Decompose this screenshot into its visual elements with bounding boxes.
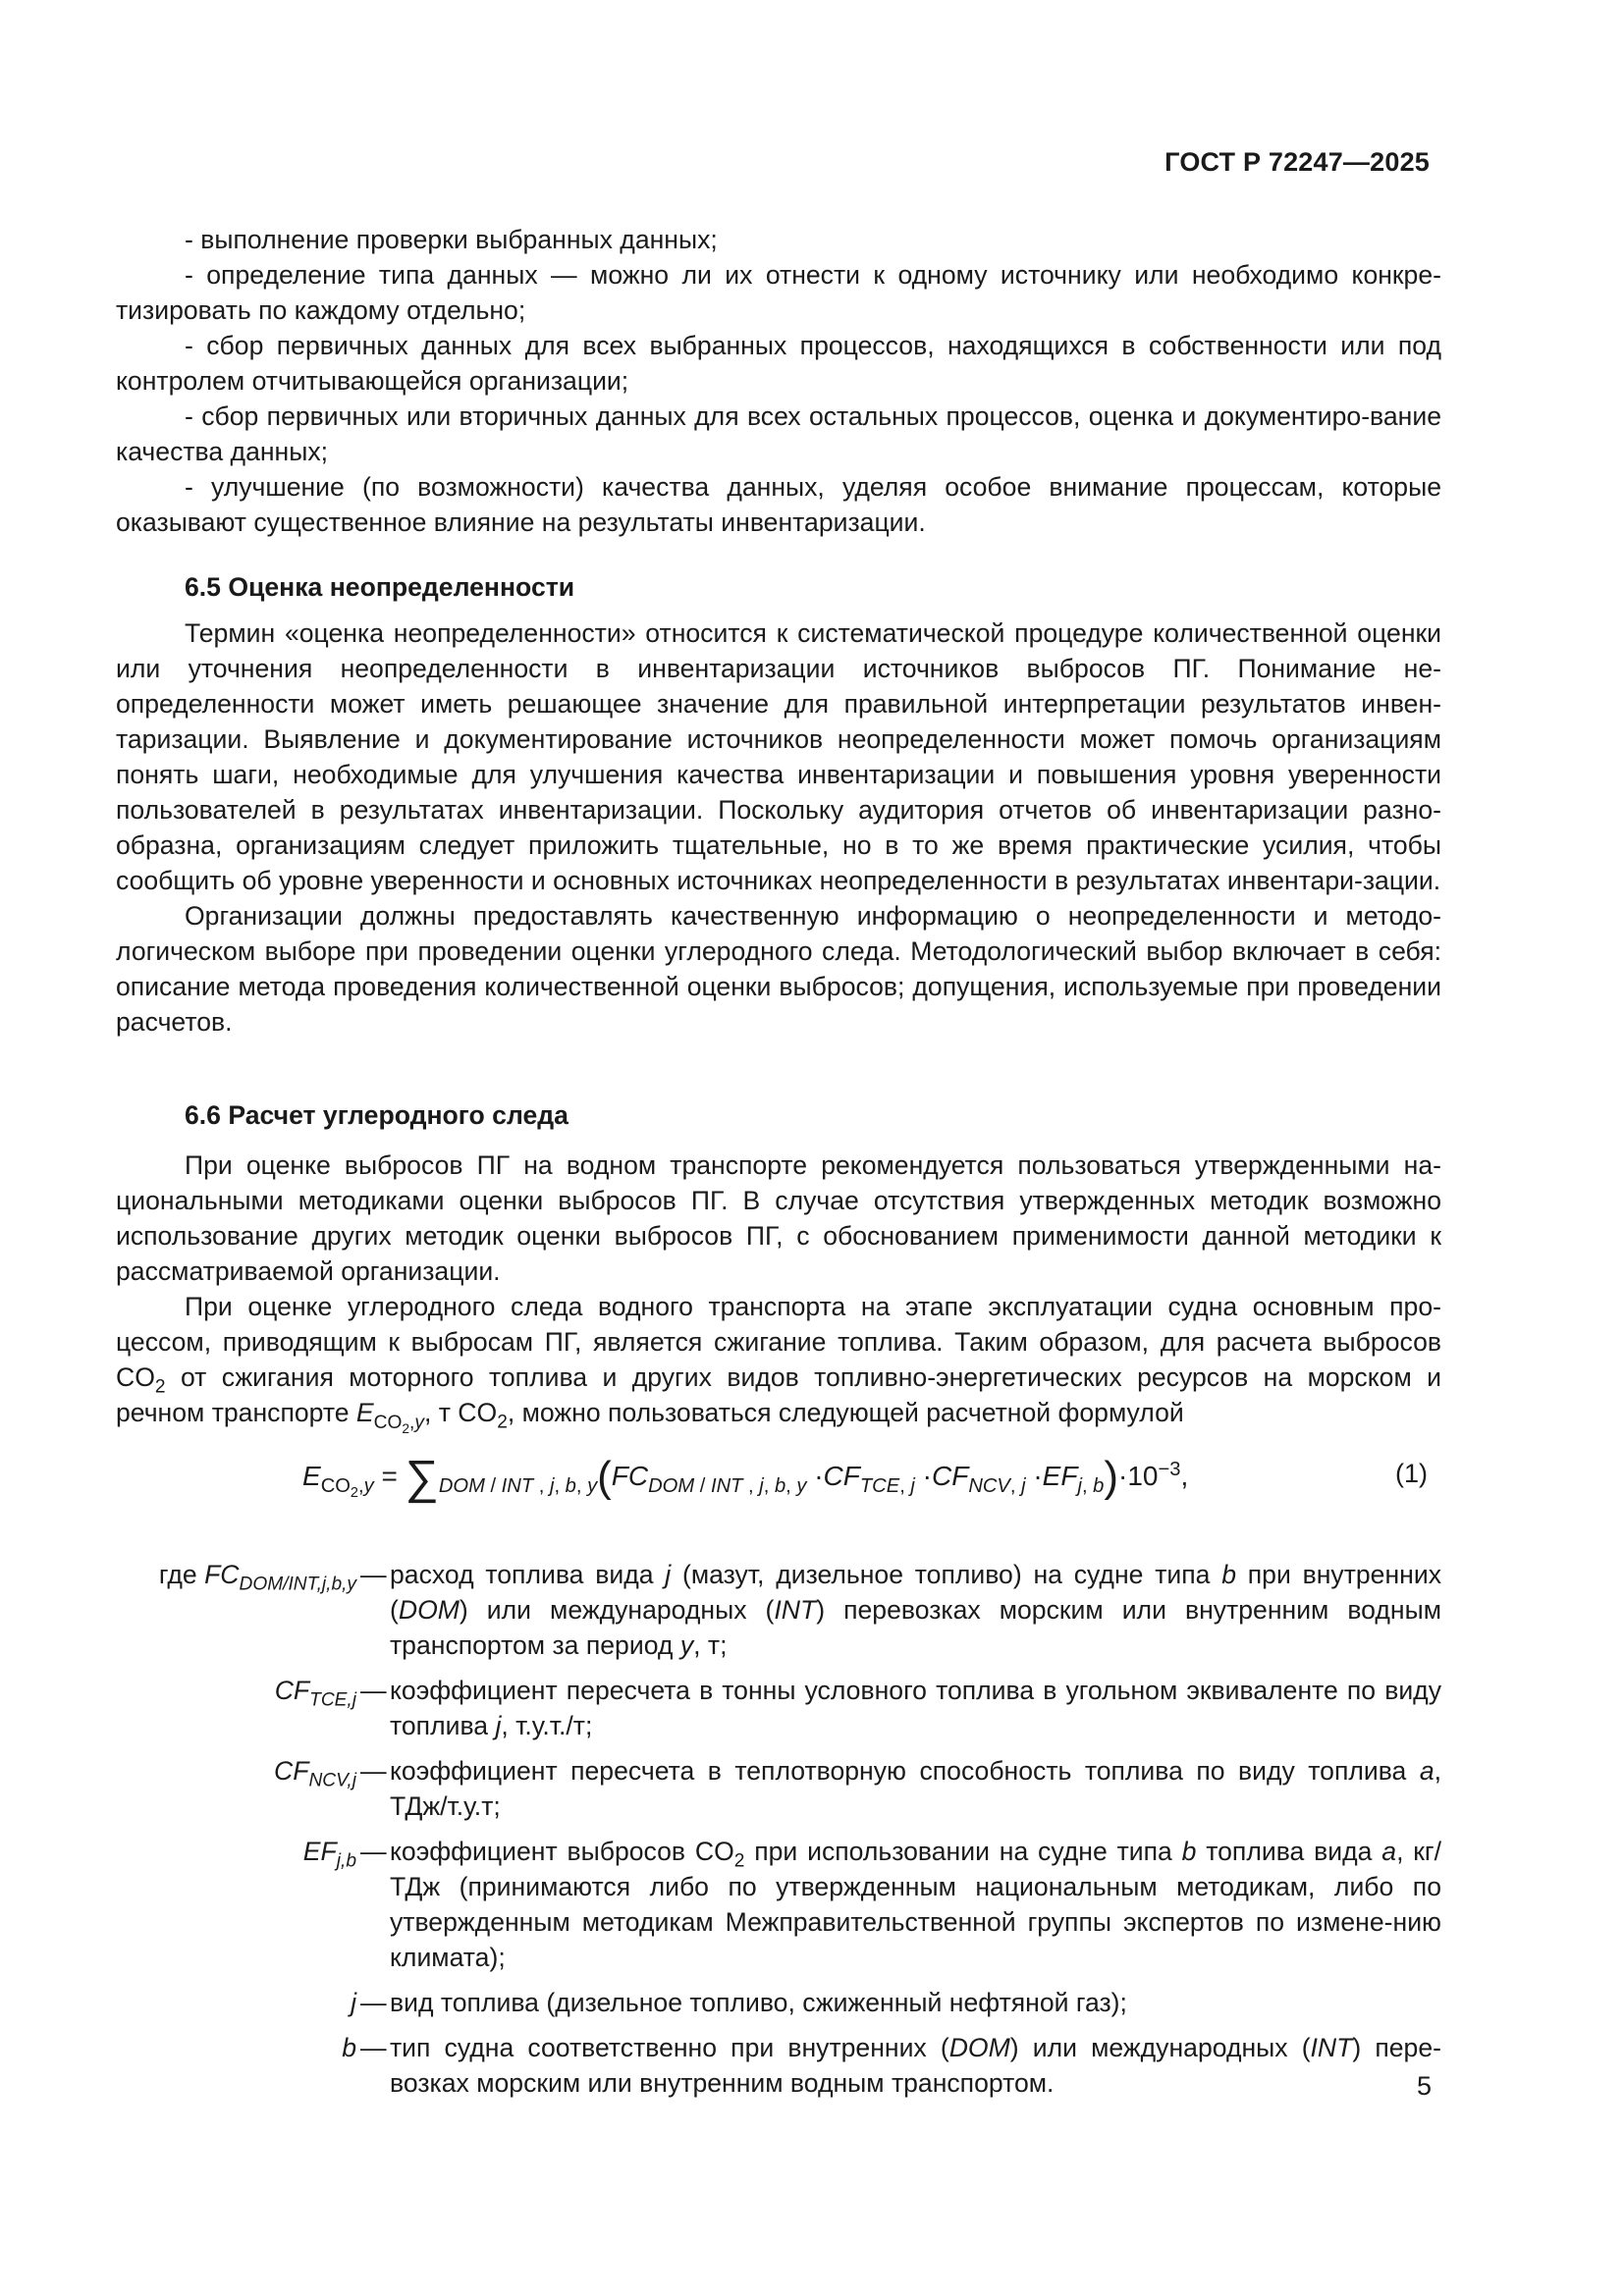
definition-term: b: [342, 2033, 356, 2062]
definition-desc: тип судна соответственно при внутренних (DOM) или международных (INT) пере-возках морским или внутренним водным транспортом.: [390, 2033, 1441, 2098]
definition-b: b — тип судна соответственно при внутренних (DOM) или международных (INT) пере-возках морским или внутренним водным транспортом.: [116, 2030, 1441, 2101]
list-item: - сбор первичных данных для всех выбранных процессов, находящихся в собственности или под контролем отчитывающейся организации;: [116, 331, 1441, 396]
section-6-5: [116, 569, 1441, 1040]
paragraph: При оценке углеродного следа водного транспорта на этапе эксплуатации судна основным про-цессом, приводящим к выбросам ПГ, является сжигание топлива. Таким образом, для расчета выбросов $CO_2$ от сжигания моторного топлива и других видов топливно-энергетических ресурсов на морском и речном транспорте $E_{CO_2,y}$, т $CO_2$, можно пользоваться следующей расчетной формулой: [116, 1292, 1441, 1436]
definition-term: $CF_{NCV,j}$: [273, 1756, 356, 1791]
list-item: - сбор первичных или вторичных данных для всех остальных процессов, оценка и документиро-вание качества данных;: [116, 401, 1441, 466]
equation-number: (1): [1395, 1459, 1428, 1488]
definitions-list: [116, 1557, 1441, 2110]
definition-term: $EF_{j,b}$: [302, 1837, 356, 1872]
formula-1: $E_{CO_2,y} = \sum_{DOM / INT , j, b, y}(FC_{DOM / INT , j, b, y} \cdot CF_{TCE, j} \cdot CF_{NCV, j} \cdot EF_{j, b})\cdot 10^{-3}$,: [302, 1452, 1189, 1504]
definition-desc: коэффициент пересчета в теплотворную способность топлива по виду топлива a, ТДж/т.у.т;: [390, 1756, 1441, 1821]
definition-desc: коэффициент пересчета в тонны условного топлива в угольном эквиваленте по виду топлива j, т.у.т./т;: [390, 1676, 1441, 1740]
definition-j: j — вид топлива (дизельное топливо, сжиженный нефтяной газ);: [116, 1985, 1441, 2020]
list-item: - улучшение (по возможности) качества данных, уделяя особое внимание процессам, которые оказывают существенное влияние на результаты инвентаризации.: [116, 472, 1441, 537]
definition-cf-ncv: $CF_{NCV,j}$ — коэффициент пересчета в теплотворную способность топлива по виду топлива a, ТДж/т.у.т;: [116, 1753, 1441, 1824]
paragraph: Термин «оценка неопределенности» относится к систематической процедуре количественной оценки или уточнения неопределенности в инвентаризации источников выбросов ПГ. Понимание не-определенности может иметь решающее значение для правильной интерпретации результатов инвен-таризации. Выявление и документирование источников неопределенности может помочь организациям понять шаги, необходимые для улучшения качества инвентаризации и повышения уровня уверенности пользователей в результатах инвентаризации. Поскольку аудитория отчетов об инвентаризации разно-образна, организациям следует приложить тщательные, но в то же время практические усилия, чтобы сообщить об уровне уверенности и основных источниках неопределенности в результатах инвентари-зации.: [116, 618, 1441, 895]
definition-term: $CF_{TCE,j}$: [274, 1676, 356, 1711]
document-id-header: ГОСТ Р 72247—2025: [1164, 147, 1430, 177]
list-block: [116, 222, 1441, 540]
definition-term: j: [351, 1988, 356, 2017]
definition-cf-tce: $CF_{TCE,j}$ — коэффициент пересчета в тонны условного топлива в угольном эквиваленте по виду топлива j, т.у.т./т;: [116, 1673, 1441, 1743]
list-item: - определение типа данных — можно ли их отнести к одному источнику или необходимо конкре-тизировать по каждому отдельно;: [116, 260, 1441, 325]
section-heading: 6.5 Оценка неопределенности: [185, 572, 575, 602]
paragraph: Организации должны предоставлять качественную информацию о неопределенности и методо-логическом выборе при проведении оценки углеродного следа. Методологический выбор включает в себя: описание метода проведения количественной оценки выбросов; допущения, используемые при проведении расчетов.: [116, 901, 1441, 1037]
definition-desc: расход топлива вида j (мазут, дизельное топливо) на судне типа b при внутренних (DOM) или международных (INT) перевозках морским или внутренним водным транспортом за период y, т;: [390, 1560, 1441, 1660]
definition-term: где $FC_{DOM/INT,j,b,y}$: [158, 1560, 356, 1595]
definition-fc: где $FC_{DOM/INT,j,b,y}$ — расход топлива вида j (мазут, дизельное топливо) на судне типа b при внутренних (DOM) или международных (INT) перевозках морским или внутренним водным транспортом за период y, т;: [116, 1557, 1441, 1663]
definition-desc: коэффициент выбросов $CO_2$ при использовании на судне типа b топлива вида a, кг/ТДж (принимаются либо по утвержденным национальным методикам, либо по утвержденным методикам Межправительственной группы экспертов по измене-нию климата);: [390, 1837, 1441, 1972]
section-heading: 6.6 Расчет углеродного следа: [185, 1100, 568, 1130]
paragraph: При оценке выбросов ПГ на водном транспорте рекомендуется пользоваться утвержденными на-циональными методиками оценки выбросов ПГ. В случае отсутствия утвержденных методик возможно использование других методик оценки выбросов ПГ, с обоснованием применимости данной методики к рассматриваемой организации.: [116, 1150, 1441, 1286]
definition-ef: $EF_{j,b}$ — коэффициент выбросов $CO_2$ при использовании на судне типа b топлива вида a, кг/ТДж (принимаются либо по утвержденным национальным методикам, либо по утвержденным методикам Межправительственной группы экспертов по измене-нию климата);: [116, 1834, 1441, 1975]
page-number: 5: [1417, 2071, 1433, 2101]
section-6-6: [116, 1097, 1441, 1436]
definition-desc: вид топлива (дизельное топливо, сжиженный нефтяной газ);: [390, 1988, 1127, 2017]
list-item: - выполнение проверки выбранных данных;: [185, 225, 718, 254]
